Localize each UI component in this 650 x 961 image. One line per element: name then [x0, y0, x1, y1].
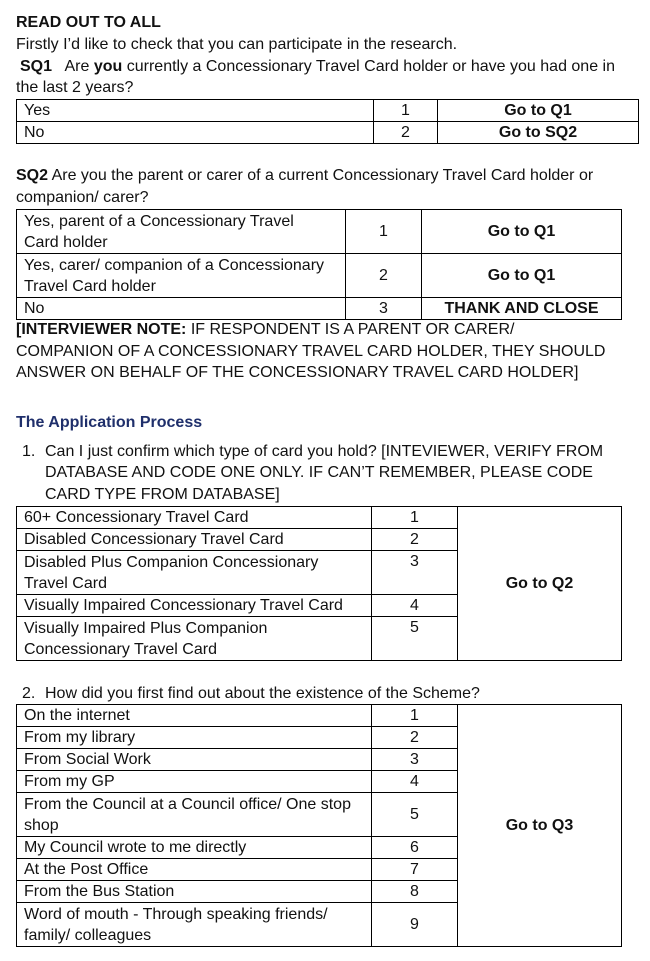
- routing-instruction: THANK AND CLOSE: [422, 298, 622, 320]
- answer-code: 3: [346, 298, 422, 320]
- answer-code: 3: [372, 551, 458, 595]
- routing-instruction: Go to Q1: [422, 254, 622, 298]
- answer-label: At the Post Office: [17, 859, 372, 881]
- routing-instruction: Go to Q1: [438, 100, 639, 122]
- answer-label: From the Bus Station: [17, 881, 372, 903]
- answer-label: From Social Work: [17, 749, 372, 771]
- answer-code: 2: [374, 122, 438, 144]
- q2-question: How did you first find out about the existence of the Scheme?: [45, 685, 480, 702]
- table-row: [17, 100, 639, 122]
- q2-table: [16, 704, 622, 947]
- table-row: [17, 298, 622, 320]
- answer-code: 7: [372, 859, 458, 881]
- answer-label: Word of mouth - Through speaking friends/ family/ colleagues: [17, 903, 372, 947]
- table-row: [17, 210, 622, 254]
- answer-label: Disabled Plus Companion Concessionary Travel Card: [17, 551, 372, 595]
- answer-label: Yes: [17, 100, 374, 122]
- q1-question: Can I just confirm which type of card you hold? [INTEVIEWER, VERIFY FROM: [45, 443, 604, 460]
- answer-label: No: [17, 298, 346, 320]
- sq1-question-emphasis: you: [93, 58, 123, 75]
- answer-code: 4: [372, 595, 458, 617]
- answer-label: 60+ Concessionary Travel Card: [17, 507, 372, 529]
- answer-code: 2: [372, 529, 458, 551]
- answer-label: On the internet: [17, 705, 372, 727]
- answer-code: 1: [372, 507, 458, 529]
- answer-code: 5: [372, 793, 458, 837]
- answer-label: My Council wrote to me directly: [17, 837, 372, 859]
- routing-instruction: Go to Q2: [458, 507, 622, 661]
- answer-code: 9: [372, 903, 458, 947]
- answer-label: Visually Impaired Plus Companion Concessionary Travel Card: [17, 617, 372, 661]
- section-heading: The Application Process: [16, 414, 203, 431]
- q1-question-line3: CARD TYPE FROM DATABASE]: [45, 486, 280, 503]
- interviewer-note-line3: ANSWER ON BEHALF OF THE CONCESSIONARY TRAVEL CARD HOLDER]: [16, 364, 579, 381]
- answer-label: No: [17, 122, 374, 144]
- interviewer-note-line2: COMPANION OF A CONCESSIONARY TRAVEL CARD HOLDER, THEY SHOULD: [16, 343, 606, 360]
- answer-code: 4: [372, 771, 458, 793]
- q1-question-line2: DATABASE AND CODE ONE ONLY. IF CAN’T REMEMBER, PLEASE CODE: [45, 464, 593, 481]
- sq1-label: SQ1: [20, 58, 53, 75]
- routing-instruction: Go to Q1: [422, 210, 622, 254]
- q1-number: 1.: [22, 443, 36, 460]
- table-row: [17, 122, 639, 144]
- interviewer-note-text: IF RESPONDENT IS A PARENT OR CARER/: [190, 321, 515, 338]
- sq1-question-rest: currently a Concessionary Travel Card holder or have you had one in: [126, 58, 615, 75]
- answer-label: Yes, carer/ companion of a Concessionary Travel Card holder: [17, 254, 346, 298]
- sq2-question: [16, 165, 593, 186]
- answer-code: 1: [346, 210, 422, 254]
- answer-code: 6: [372, 837, 458, 859]
- routing-instruction: Go to Q3: [458, 705, 622, 947]
- routing-instruction: Go to SQ2: [438, 122, 639, 144]
- sq2-label: SQ2: [16, 167, 49, 184]
- sq1-table: [16, 99, 639, 144]
- table-row: [17, 705, 622, 727]
- interviewer-note: [16, 319, 514, 340]
- answer-label: Yes, parent of a Concessionary Travel Card holder: [17, 210, 346, 254]
- interviewer-note-label: [INTERVIEWER NOTE:: [16, 321, 187, 338]
- answer-code: 1: [372, 705, 458, 727]
- sq2-question-text: Are you the parent or carer of a current Concessionary Travel Card holder or: [51, 167, 594, 184]
- sq2-question-line2: companion/ carer?: [16, 189, 149, 206]
- q1-table: [16, 506, 622, 661]
- answer-code: 3: [372, 749, 458, 771]
- intro-text: Firstly I’d like to check that you can participate in the research.: [16, 36, 458, 53]
- answer-label: Disabled Concessionary Travel Card: [17, 529, 372, 551]
- answer-code: 2: [372, 727, 458, 749]
- intro-heading: READ OUT TO ALL: [16, 14, 161, 31]
- answer-code: 5: [372, 617, 458, 661]
- answer-label: From my GP: [17, 771, 372, 793]
- q2-number: 2.: [22, 685, 36, 702]
- answer-code: 1: [374, 100, 438, 122]
- sq2-table: [16, 209, 622, 320]
- sq1-question-pre: Are: [64, 58, 90, 75]
- sq1-question-line2: the last 2 years?: [16, 79, 134, 96]
- sq1-question: [20, 56, 615, 77]
- answer-label: Visually Impaired Concessionary Travel Card: [17, 595, 372, 617]
- table-row: [17, 507, 622, 529]
- answer-code: 2: [346, 254, 422, 298]
- answer-label: From the Council at a Council office/ One stop shop: [17, 793, 372, 837]
- table-row: [17, 254, 622, 298]
- answer-code: 8: [372, 881, 458, 903]
- answer-label: From my library: [17, 727, 372, 749]
